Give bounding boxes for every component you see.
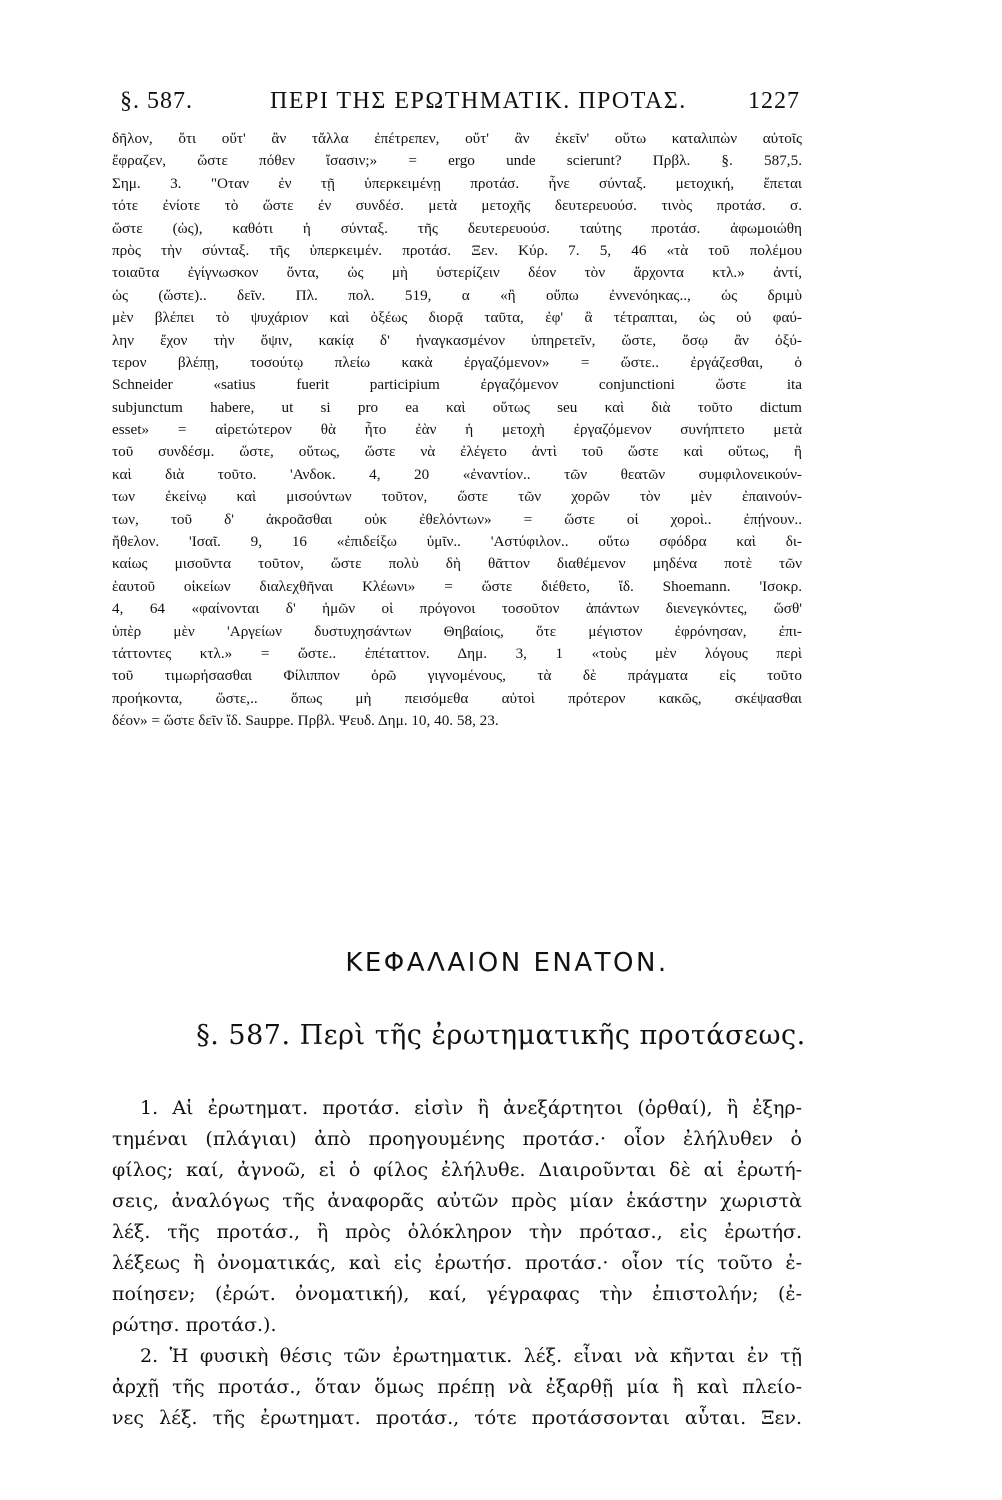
text-line: ἤθελον. 'Ισαῖ. 9, 16 «ἐπιδείξω ὑμῖν.. 'Αστύφιλον.. οὕτω σφόδρα καὶ δι-: [112, 533, 802, 551]
text-line: τοῦ τιμωρήσασθαι Φίλιππον ὁρῶ γιγνομένους, τὰ δὲ πράγματα εἰς τοῦτο: [112, 667, 802, 685]
text-line: ἑαυτοῦ οἰκείων διαλεχθῆναι Κλέωνι» = ὥστε διέθετο, ἴδ. Shoemann. 'Ισοκρ.: [112, 577, 802, 595]
text-line: δέον» = ὥστε δεῖν ἴδ. Sauppe. Πρβλ. Ψευδ. Δημ. 10, 40. 58, 23.: [112, 712, 499, 730]
text-line: τερον βλέπῃ, τοσούτῳ πλείω κακὰ ἐργαζόμενον» = ὥστε.. ἐργάζεσθαι, ὁ: [112, 353, 802, 371]
text-line: προήκοντα, ὥστε,.. ὅπως μὴ πεισόμεθα αὐτοὶ πρότερον κακῶς, σκέψασθαι: [112, 689, 802, 707]
text-line: λέξεως ἢ ὀνοματικάς, καὶ εἰς ἐρωτήσ. προτάσ.· οἷον τίς τοῦτο ἐ-: [112, 1252, 802, 1274]
text-line: τοιαῦτα ἐγίγνωσκον ὄντα, ὡς μὴ ὑστερίζειν δέον τὸν ἄρχοντα κτλ.» ἀντί,: [112, 264, 802, 282]
text-line: των ἐκείνῳ καὶ μισούντων τοῦτον, ὥστε τῶν χορῶν τὸν μὲν ἐπαινούν-: [112, 488, 802, 506]
text-line: ποίησεν; (ἐρώτ. ὀνοματική), καί, γέγραφας τὴν ἐπιστολήν; (ἐ-: [112, 1283, 802, 1305]
header-title: ΠΕΡΙ ΤΗΣ ΕΡΩΤΗΜΑΤΙΚ. ΠΡΟΤΑΣ.: [270, 88, 687, 114]
text-line: ἀρχῇ τῆς προτάσ., ὅταν ὅμως πρέπῃ νὰ ἐξαρθῇ μία ἢ καὶ πλείο-: [112, 1376, 802, 1398]
text-line: μὲν βλέπει τὸ ψυχάριον καὶ ὀξέως διορᾷ ταῦτα, ἐφ' ἃ τέτραπται, ὡς οὐ φαύ-: [112, 309, 802, 327]
text-line: λην ἔχον τὴν ὄψιν, κακίᾳ δ' ἠναγκασμένον ὑπηρετεῖν, ὥστε, ὅσῳ ἂν ὀξύ-: [112, 331, 802, 349]
text-line: 1. Αἱ ἐρωτηματ. προτάσ. εἰσὶν ἢ ἀνεξάρτητοι (ὀρθαί), ἢ ἐξηρ-: [140, 1097, 802, 1119]
text-line: πρὸς τὴν σύνταξ. τῆς ὑπερκειμέν. προτάσ. Ξεν. Κύρ. 7. 5, 46 «τὰ τοῦ πολέμου: [112, 241, 802, 259]
text-line: λέξ. τῆς προτάσ., ἢ πρὸς ὁλόκληρον τὴν πρότασ., εἰς ἐρωτήσ.: [112, 1221, 802, 1243]
text-line: ὥστε (ὡς), καθότι ἡ σύνταξ. τῆς δευτερευούσ. ταύτης προτάσ. ἀφωμοιώθη: [112, 219, 802, 237]
text-line: ὑπὲρ μὲν 'Αργείων δυστυχησάντων Θηβαίοις, ὅτε μέγιστον ἐφρόνησαν, ἐπι-: [112, 622, 802, 640]
text-line: καίως μισοῦντα τοῦτον, ὥστε πολὺ δὴ θᾶττον διαθέμενον μηδένα ποτὲ τῶν: [112, 555, 802, 573]
text-line: ὡς (ὥστε).. δεῖν. Πλ. πολ. 519, α «ἢ οὔπω ἐννενόηκας.., ὡς δριμὺ: [112, 286, 802, 304]
section-body-text: [112, 1093, 802, 1434]
text-line: τότε ἐνίοτε τὸ ὥστε ἐν συνδέσ. μετὰ μετοχῆς δευτερευούσ. τινὸς προτάσ. σ.: [112, 197, 802, 215]
text-line: φίλος; καί, ἀγνοῶ, εἰ ὁ φίλος ἐλήλυθε. Διαιροῦνται δὲ αἱ ἐρωτή-: [112, 1159, 802, 1181]
text-line: τάττοντες κτλ.» = ὥστε.. ἐπέταττον. Δημ. 3, 1 «τοὺς μὲν λόγους περὶ: [112, 644, 802, 662]
text-line: esset» = αἱρετώτερον θὰ ἦτο ἐὰν ἡ μετοχὴ ἐργαζόμενον συνήπτετο μετὰ: [112, 421, 802, 439]
text-line: Σημ. 3. "Οταν ἐν τῇ ὑπερκειμένῃ προτάσ. ἦνε σύνταξ. μετοχική, ἕπεται: [112, 174, 802, 192]
text-line: 4, 64 «φαίνονται δ' ἡμῶν οἱ πρόγονοι τοσοῦτον ἁπάντων διενεγκόντες, ὥσθ': [112, 600, 802, 618]
text-line: τοῦ συνδέσμ. ὥστε, οὕτως, ὥστε νὰ ἐλέγετο ἀντὶ τοῦ ὥστε καὶ οὕτως, ἢ: [112, 443, 802, 461]
continuation-text-block: [112, 128, 802, 733]
text-line: ρώτησ. προτάσ.).: [112, 1314, 277, 1336]
text-line: Schneider «satius fuerit participium ἐργαζόμενον conjunctioni ὥστε ita: [112, 376, 802, 394]
text-line: τημέναι (πλάγιαι) ἀπὸ προηγουμένης προτάσ.· οἷον ἐλήλυθεν ὁ: [112, 1128, 802, 1150]
text-line: σεις, ἀναλόγως τῆς ἀναφορᾶς αὐτῶν πρὸς μίαν ἑκάστην χωριστὰ: [112, 1190, 802, 1212]
text-line: δῆλον, ὅτι οὔτ' ἂν τἄλλα ἐπέτρεπεν, οὔτ' ἂν ἐκεῖν' οὕτω καταλιπὼν αὐτοῖς: [112, 130, 802, 147]
text-line: 2. Ἡ φυσικὴ θέσις τῶν ἐρωτηματικ. λέξ. εἶναι νὰ κῆνται ἐν τῇ: [140, 1345, 802, 1367]
text-line: καὶ διὰ τοῦτο. 'Ανδοκ. 4, 20 «ἐναντίον.. τῶν θεατῶν συμφιλονεικούν-: [112, 465, 802, 483]
header-section-number: §. 587.: [120, 88, 193, 114]
text-line: subjunctum habere, ut si pro ea καὶ οὕτως seu καὶ διὰ τοῦτο dictum: [112, 398, 802, 416]
page-number: 1227: [748, 88, 800, 114]
text-line: των, τοῦ δ' ἀκροᾶσθαι οὐκ ἐθελόντων» = ὥστε οἱ χοροὶ.. ἐπῄνουν..: [112, 510, 802, 528]
text-line: ἔφραζεν, ὥστε πόθεν ἴσασιν;» = ergo unde scierunt? Πρβλ. §. 587,5.: [112, 152, 802, 170]
chapter-title: ΚΕΦΑΛΑΙΟΝ ΕΝΑΤΟΝ.: [345, 948, 669, 978]
section-heading: §. 587. Περὶ τῆς ἐρωτηματικῆς προτάσεως.: [196, 1020, 806, 1051]
running-header: [120, 88, 800, 122]
text-line: νες λέξ. τῆς ἐρωτηματ. προτάσ., τότε προτάσσονται αὗται. Ξεν.: [112, 1407, 802, 1429]
